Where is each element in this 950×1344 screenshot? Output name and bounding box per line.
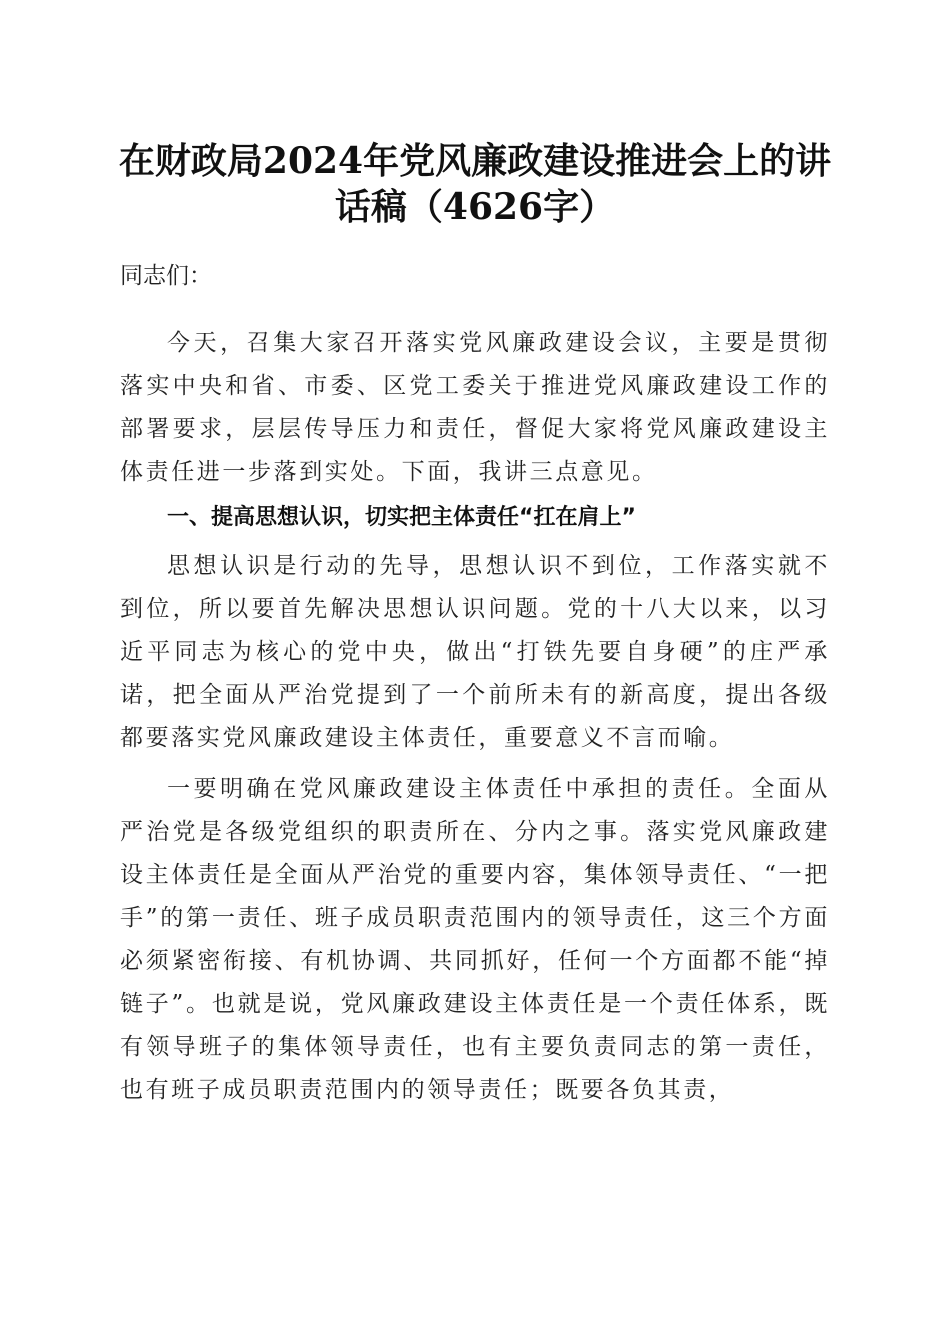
greeting: 同志们：: [120, 263, 212, 289]
document-title-line-2: 话稿（4626字）: [334, 186, 616, 228]
paragraph-thought-awareness: 思想认识是行动的先导，思想认识不到位，工作落实就不到位，所以要首先解决思想认识问题。党的十八大以来，以习近平同志为核心的党中央，做出“打铁先要自身硬”的庄严承诺，把全面从严治党提到了一个前所未有的新高度，提出各级都要落实党风廉政建设主体责任，重要意义不言而喻。: [120, 553, 830, 751]
paragraph-intro: 今天，召集大家召开落实党风廉政建设会议，主要是贯彻落实中央和省、市委、区党工委关于推进党风廉政建设工作的部署要求，层层传导压力和责任，督促大家将党风廉政建设主体责任进一步落到实处。下面，我讲三点意见。: [120, 330, 830, 485]
paragraph-responsibility: 一要明确在党风廉政建设主体责任中承担的责任。全面从严治党是各级党组织的职责所在、分内之事。落实党风廉政建设主体责任是全面从严治党的重要内容，集体领导责任、“一把手”的第一责任、班子成员职责范围内的领导责任，这三个方面必须紧密衔接、有机协调、共同抓好，任何一个方面都不能“掉链子”。也就是说，党风廉政建设主体责任是一个责任体系，既有领导班子的集体领导责任，也有主要负责同志的第一责任，也有班子成员职责范围内的领导责任；既要各负其责，: [120, 776, 830, 1103]
section-heading-1: 一、提高思想认识，切实把主体责任“扛在肩上”: [167, 505, 636, 530]
document-title-line-1: 在财政局2024年党风廉政建设推进会上的讲: [118, 140, 832, 182]
